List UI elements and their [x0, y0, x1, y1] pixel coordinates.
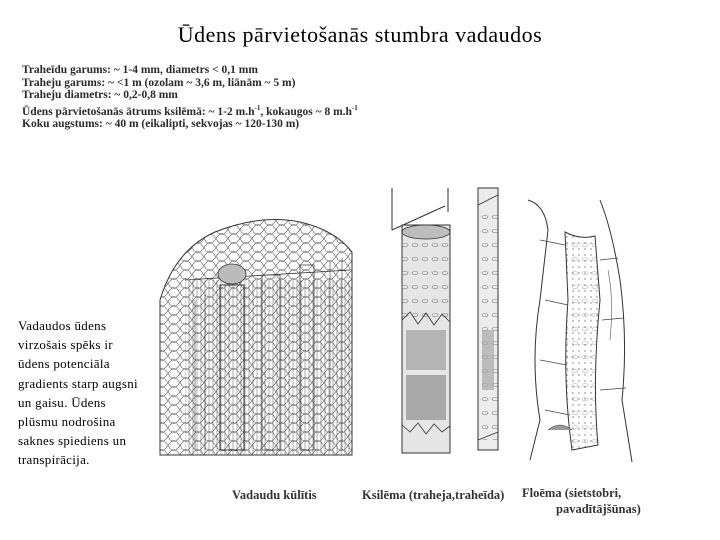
- caption-phloem-line1: Floēma (sietstobri,: [522, 486, 622, 500]
- caption-vascular-bundle: Vadaudu kūlītis: [232, 488, 317, 502]
- explanation-text: Vadaudos ūdens virzošais spēks ir ūdens potenciāla gradients starp augsni un gaisu. Ūdens plūsmu nodrošina saknes spiediens un transpirācija.: [18, 318, 138, 468]
- vascular-bundle-drawing: [160, 220, 352, 455]
- slide-title: Ūdens pārvietošanās stumbra vadaudos: [177, 22, 543, 47]
- caption-xylem: Ksilēma (traheja,traheīda): [362, 488, 505, 502]
- fact-water-speed: Ūdens pārvietošanās ātrums ksilēmā: ~ 1-2 $m.h^{-1}$, kokaugos ~ 8 $m.h^{-1}$: [22, 103, 358, 118]
- fact-vessel-diameter: Traheju diametrs: ~ 0,2-0,8 mm: [22, 89, 178, 102]
- fact-tree-height: Koku augstums: ~ 40 m (eikalipti, sekvojas ~ 120-130 m): [22, 118, 300, 131]
- tracheid-drawing: [478, 188, 498, 450]
- xylem-vessel-drawing: [392, 188, 450, 453]
- fact-vessel-length: Traheju garums: ~ <1 m (ozolam ~ 3,6 m, liānām ~ 5 m): [22, 76, 296, 89]
- caption-phloem-line2: pavadītājšūnas): [556, 502, 641, 516]
- fact-tracheid-length: Traheīdu garums: ~ 1-4 mm, diametrs < 0,1 mm: [22, 64, 258, 76]
- phloem-drawing: [528, 200, 632, 462]
